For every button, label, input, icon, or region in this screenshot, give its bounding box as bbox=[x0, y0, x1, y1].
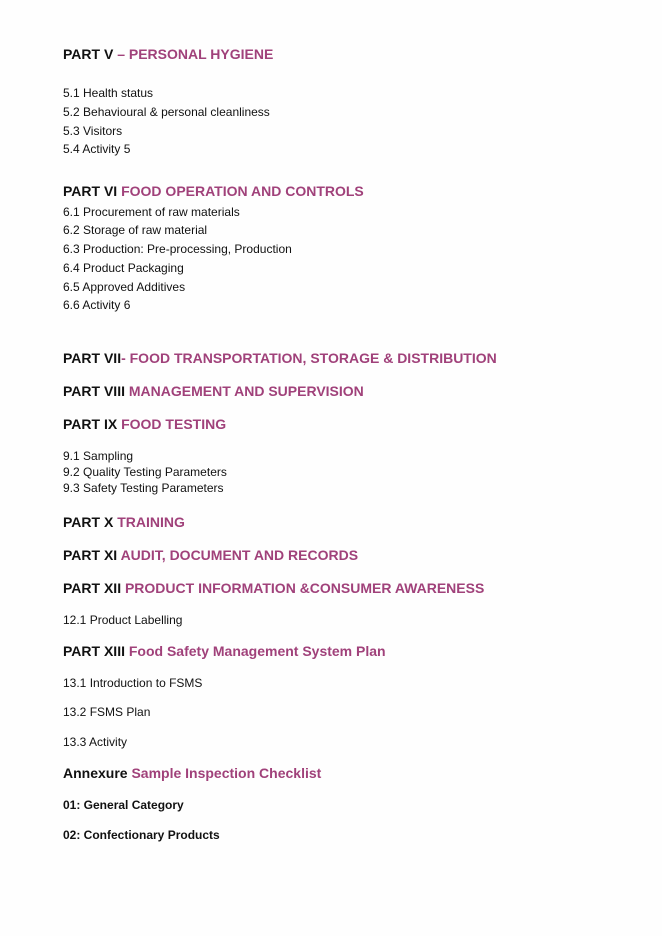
part-title: – PERSONAL HYGIENE bbox=[113, 46, 274, 62]
list-item: 6.5 Approved Additives bbox=[63, 280, 186, 294]
list-item: 13.2 FSMS Plan bbox=[63, 705, 151, 719]
part-title: FOOD OPERATION AND CONTROLS bbox=[117, 183, 364, 199]
checklist-item: 01: General Category bbox=[63, 798, 184, 812]
list-item: 6.2 Storage of raw material bbox=[63, 223, 208, 237]
list-item: 6.1 Procurement of raw materials bbox=[63, 205, 240, 219]
part-label: PART IX bbox=[63, 416, 118, 432]
heading-part-5 bbox=[63, 46, 273, 62]
heading-part-8 bbox=[63, 383, 364, 399]
part-label: PART XII bbox=[63, 580, 122, 596]
list-item: 9.2 Quality Testing Parameters bbox=[63, 465, 227, 479]
part-label: PART X bbox=[63, 514, 114, 530]
list-item: 9.3 Safety Testing Parameters bbox=[63, 481, 224, 495]
part-title: - FOOD TRANSPORTATION, STORAGE & DISTRIBUTION bbox=[121, 350, 497, 366]
list-item: 5.4 Activity 5 bbox=[63, 142, 131, 156]
checklist-item: 02: Confectionary Products bbox=[63, 828, 220, 842]
list-item: 13.1 Introduction to FSMS bbox=[63, 676, 203, 690]
list-item: 6.3 Production: Pre-processing, Production bbox=[63, 242, 292, 256]
list-item: 6.4 Product Packaging bbox=[63, 261, 184, 275]
part-label: PART V bbox=[63, 46, 114, 62]
part-title: FOOD TESTING bbox=[117, 416, 227, 432]
heading-part-10 bbox=[63, 514, 185, 530]
part-label: PART XI bbox=[63, 547, 118, 563]
list-item: 5.3 Visitors bbox=[63, 124, 123, 138]
part-label: PART VIII bbox=[63, 383, 125, 399]
part-title: AUDIT, DOCUMENT AND RECORDS bbox=[117, 547, 359, 563]
heading-part-6 bbox=[63, 183, 364, 199]
heading-part-13 bbox=[63, 643, 386, 659]
part-label: PART VI bbox=[63, 183, 118, 199]
heading-part-11 bbox=[63, 547, 358, 563]
list-item: 12.1 Product Labelling bbox=[63, 613, 183, 627]
part-title: Sample Inspection Checklist bbox=[127, 765, 322, 781]
part-label: PART XIII bbox=[63, 643, 125, 659]
part-label: PART VII bbox=[63, 350, 122, 366]
heading-part-12 bbox=[63, 580, 484, 596]
list-item: 5.2 Behavioural & personal cleanliness bbox=[63, 105, 270, 119]
part-title: MANAGEMENT AND SUPERVISION bbox=[124, 383, 364, 399]
part-title: PRODUCT INFORMATION &CONSUMER AWARENESS bbox=[121, 580, 485, 596]
heading-part-7 bbox=[63, 350, 497, 366]
list-item: 9.1 Sampling bbox=[63, 449, 134, 463]
part-title: TRAINING bbox=[113, 514, 185, 530]
part-label: Annexure bbox=[63, 765, 128, 781]
part-title: Food Safety Management System Plan bbox=[124, 643, 386, 659]
list-item: 13.3 Activity bbox=[63, 735, 128, 749]
heading-part-9 bbox=[63, 416, 226, 432]
list-item: 6.6 Activity 6 bbox=[63, 298, 131, 312]
list-item: 5.1 Health status bbox=[63, 86, 154, 100]
heading-annexure bbox=[63, 765, 321, 781]
